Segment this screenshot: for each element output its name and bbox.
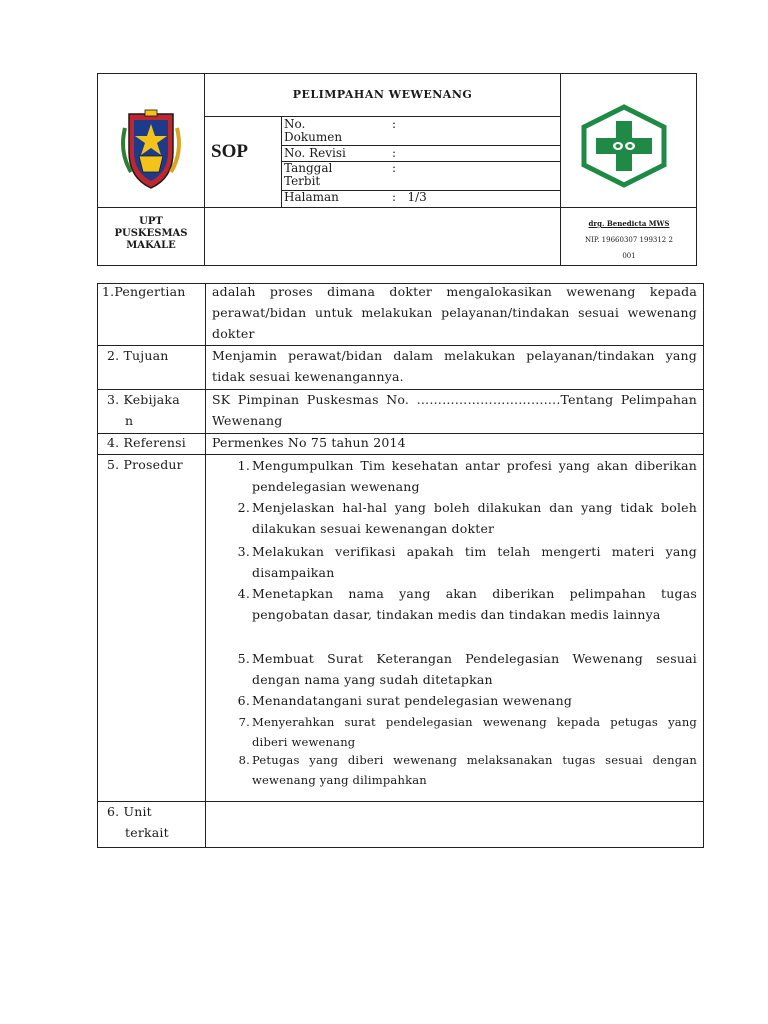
row-label-referensi: 4. Referensi bbox=[107, 435, 186, 450]
sop-label: SOP bbox=[211, 141, 248, 162]
row-text-pengertian: adalah proses dimana dokter mengalokasikan wewenang kepada perawat/bidan untuk melakukan pelayanan/tindakan sesuai wewenang dokter bbox=[212, 284, 697, 341]
row-label-unit-terkait: 6. Unit terkait bbox=[107, 804, 169, 840]
procedure-step: 1. Mengumpulkan Tim kesehatan antar profesi yang akan diberikan pendelegasian wewenang bbox=[237, 458, 697, 494]
procedure-step: 6. Menandatangani surat pendelegasian wewenang bbox=[237, 693, 573, 708]
procedure-step: 8. Petugas yang diberi wewenang melaksanakan tugas sesuai dengan wewenang yang dilimpahkan bbox=[238, 753, 697, 787]
document-title: PELIMPAHAN WEWENANG bbox=[292, 88, 473, 101]
regency-emblem-logo bbox=[115, 108, 187, 190]
procedure-step: 3. Melakukan verifikasi apakah tim telah mengerti materi yang disampaikan bbox=[237, 544, 697, 580]
organization-name: UPT PUSKESMAS MAKALE bbox=[114, 216, 188, 251]
signer-nip: NIP. 19660307 199312 2 bbox=[585, 236, 673, 244]
procedure-step: 4. Menetapkan nama yang akan diberikan pelimpahan tugas pengobatan dasar, tindakan medis dan tindakan medis lainnya bbox=[237, 586, 697, 622]
signer-block: drg. Benedicta MWS NIP. 19660307 199312 2 001 bbox=[561, 216, 697, 264]
puskesmas-logo bbox=[578, 103, 670, 189]
row-text-tujuan: Menjamin perawat/bidan dalam melakukan pelayanan/tindakan yang tidak sesuai kewenangannya. bbox=[212, 348, 697, 384]
meta-tanggal-terbit: Tanggal Terbit : bbox=[284, 161, 397, 188]
meta-halaman: Halaman : 1/3 bbox=[284, 190, 427, 204]
row-label-pengertian: 1.Pengertian bbox=[102, 284, 186, 299]
meta-no-dokumen: No. Dokumen : bbox=[284, 117, 397, 144]
row-text-referensi: Permenkes No 75 tahun 2014 bbox=[212, 435, 406, 450]
meta-no-revisi: No. Revisi : bbox=[284, 146, 397, 160]
procedure-step: 5. Membuat Surat Keterangan Pendelegasian Wewenang sesuai dengan nama yang sudah ditetapkan bbox=[237, 651, 697, 687]
procedure-step: 7. Menyerahkan surat pendelegasian wewenang kepada petugas yang diberi wewenang bbox=[238, 715, 697, 749]
row-text-kebijakan: SK Pimpinan Puskesmas No. …………………………….Tentang Pelimpahan Wewenang bbox=[212, 392, 697, 428]
row-label-prosedur: 5. Prosedur bbox=[107, 457, 183, 472]
row-label-tujuan: 2. Tujuan bbox=[107, 348, 169, 363]
procedure-step: 2. Menjelaskan hal-hal yang boleh dilakukan dan yang tidak boleh dilakukan sesuai kewenangan dokter bbox=[237, 500, 697, 536]
signer-name: drg. Benedicta MWS bbox=[588, 219, 670, 228]
row-label-kebijakan: 3. Kebijaka n bbox=[107, 392, 180, 428]
